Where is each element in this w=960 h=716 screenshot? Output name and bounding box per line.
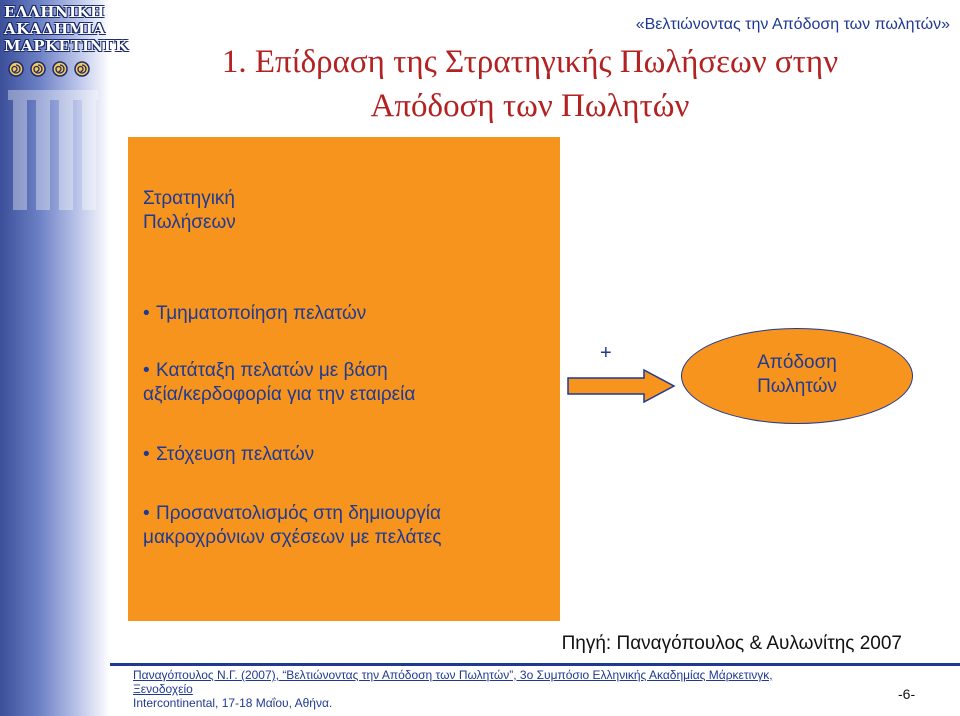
bullet-item bbox=[143, 359, 415, 407]
performance-label bbox=[681, 351, 913, 399]
footer-reference bbox=[133, 668, 833, 710]
footer-divider bbox=[110, 663, 960, 666]
bullet-item bbox=[143, 502, 442, 550]
heading-line-2: Πωλήσεων bbox=[143, 212, 236, 233]
pillars-icon bbox=[8, 90, 98, 210]
bullet-text: Κατάταξη πελατών με βάση bbox=[156, 360, 388, 381]
logo-line-3: ΜΑΡΚΕΤΙΝΓΚ bbox=[4, 37, 129, 55]
spiral-icon bbox=[8, 61, 24, 77]
strategy-heading bbox=[143, 187, 236, 235]
page-number: -6- bbox=[898, 686, 916, 702]
positive-sign: + bbox=[600, 342, 612, 364]
bullet-text-continued: μακροχρόνιων σχέσεων με πελάτες bbox=[143, 527, 442, 548]
spiral-icon bbox=[30, 61, 46, 77]
bullet-text: Στόχευση πελατών bbox=[156, 444, 315, 465]
spiral-icon bbox=[52, 61, 68, 77]
bullet-item bbox=[143, 302, 366, 326]
bullet-text: Προσανατολισμός στη δημιουργία bbox=[156, 503, 441, 524]
performance-line-1: Απόδοση bbox=[757, 352, 837, 373]
spiral-icon bbox=[74, 61, 90, 77]
title-line-1: 1. Επίδραση της Στρατηγικής Πωλήσεων στην bbox=[221, 44, 839, 80]
heading-line-1: Στρατηγική bbox=[143, 188, 235, 209]
logo-spirals bbox=[4, 61, 108, 77]
bullet-icon: • bbox=[143, 360, 150, 381]
performance-line-2: Πωλητών bbox=[757, 376, 837, 397]
bullet-item bbox=[143, 443, 314, 467]
slide-title bbox=[150, 40, 910, 128]
bullet-text: Τμηματοποίηση πελατών bbox=[156, 303, 367, 324]
logo-line-1: ΕΛΛΗΝΙΚΗ bbox=[4, 3, 105, 21]
source-citation: Πηγή: Παναγόπουλος & Αυλωνίτης 2007 bbox=[561, 633, 902, 654]
arrow-right-icon bbox=[566, 368, 676, 404]
footer-line-1: Παναγόπουλος Ν.Γ. (2007), “Βελτιώνοντας την Απόδοση των Πωλητών”, 3ο Συμπόσιο Ελληνικής Ακαδημίας Μάρκετινγκ, Ξενοδοχείο bbox=[133, 668, 773, 696]
title-line-2: Απόδοση των Πωλητών bbox=[370, 88, 690, 124]
bullet-icon: • bbox=[143, 503, 150, 524]
bullet-icon: • bbox=[143, 303, 150, 324]
footer-line-2: Intercontinental, 17-18 Μαΐου, Αθήνα. bbox=[133, 696, 333, 710]
academy-logo bbox=[4, 3, 129, 90]
logo-line-2: ΑΚΑΔΗΜΙΑ bbox=[4, 20, 106, 38]
slide-subtitle: «Βελτιώνοντας την Απόδοση των πωλητών» bbox=[635, 16, 950, 33]
bullet-text-continued: αξία/κερδοφορία για την εταιρεία bbox=[143, 384, 416, 405]
bullet-icon: • bbox=[143, 444, 150, 465]
sidebar-gradient bbox=[0, 0, 129, 716]
